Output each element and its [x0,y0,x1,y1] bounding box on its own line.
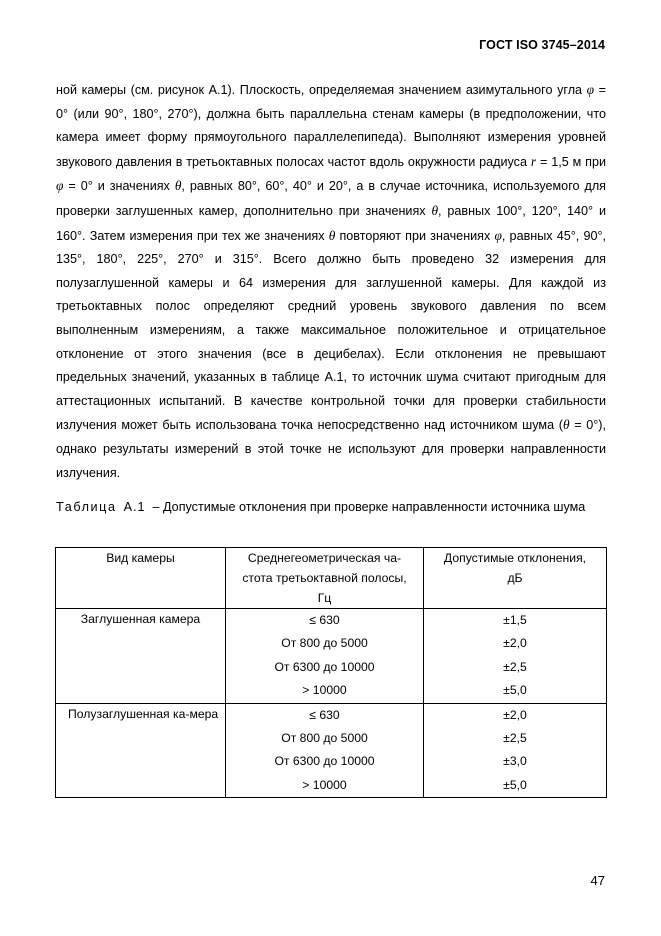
header-line: Допустимые отклонения, [443,551,587,565]
table-header-cell-chamber-type [56,548,226,609]
page-number: 47 [590,873,605,888]
table-row [56,703,607,798]
table-caption [56,496,608,520]
header-line: Гц [317,591,332,605]
math-var-phi: φ [586,82,595,97]
math-var-phi: φ [494,227,502,243]
table-caption-label: Таблица [56,500,117,514]
table-cell-frequency-list [226,703,424,798]
table-cell-chamber-type [56,609,226,704]
table-a1-wrapper [55,547,606,798]
text-run: = 0° (или 90°, 180°, 270°), должна быть параллельна стенам камеры (в предположении, что камера имеет форму прямоугольного параллелепипеда). Выполняют измерения уровней звукового давления в третьоктавных полосах частот вдоль окружности радиуса [56,83,606,169]
text-run: = 0°), однако результаты измерений в этой точке не используют для проверки направленности излучения. [56,418,606,480]
running-header-standard-title: ГОСТ ISO 3745–2014 [479,38,605,52]
table-caption-number: А.1 [123,500,146,514]
table-header-row [56,548,607,609]
frequency-value: > 10000 [302,777,347,792]
chamber-type-label: Заглушенная камера [80,612,201,626]
deviation-value: ±1,5 [503,613,527,627]
text-run: ной камеры (см. рисунок А.1). Плоскость, определяемая значением азимутального угла [56,83,587,97]
table-cell-deviation-list [424,703,607,798]
header-line: дБ [507,571,523,585]
deviation-value: ±5,0 [503,777,527,792]
math-var-phi: φ [56,178,64,194]
text-run: повторяют при значениях [335,228,495,243]
table-header-cell-band-frequency [226,548,424,609]
deviation-value: ±3,0 [503,754,527,769]
deviation-value: ±2,0 [503,707,527,722]
body-text-block [56,78,606,485]
frequency-value: От 6300 до 10000 [274,754,375,769]
deviation-value: ±5,0 [503,683,527,698]
frequency-value: От 800 до 5000 [281,636,368,651]
frequency-value: > 10000 [302,683,347,698]
math-var-theta: θ [174,178,182,194]
chamber-type-label: Полузаглушенная ка-мера [68,706,219,721]
table-caption-dash: – [152,500,160,514]
math-var-theta: θ [328,227,336,243]
deviation-value: ±2,5 [503,731,527,746]
header-line: Вид камеры [106,551,175,565]
paragraph-directivity-check [56,78,606,485]
table-a1 [55,547,607,798]
frequency-value: От 800 до 5000 [281,731,368,746]
table-caption-text: Допустимые отклонения при проверке направленности источника шума [163,500,586,514]
math-var-theta: θ [431,202,439,218]
deviation-value: ±2,0 [503,636,527,651]
table-cell-deviation-list [424,609,607,704]
header-line: Среднегеометрическая ча- [247,551,402,565]
text-run: , равных 80°, 60°, 40° и 20°, а в случае источника, используемого для проверки заглушенных камер, дополнительно при значениях [56,179,606,218]
header-line: стота третьоктавной полосы, [242,571,407,585]
deviation-value: ±2,5 [503,659,527,674]
text-run: = 0° и значениях [63,179,175,194]
table-cell-chamber-type [56,703,226,798]
table-cell-frequency-list [226,609,424,704]
table-header-cell-allowed-deviation [424,548,607,609]
table-row [56,609,607,704]
text-run: = 1,5 м при [536,154,606,169]
math-var-r: r [530,153,537,169]
math-var-theta: θ [562,417,570,433]
frequency-value: ≤ 630 [309,613,340,627]
text-run: , равных 45°, 90°, 135°, 180°, 225°, 270° и 315°. Всего должно быть проведено 32 измерения для полузаглушенной камеры и 64 измерения для заглушенной камеры. Для каждой из третьоктавных полос определяют средний уровень звукового давления по всем выполненным измерениям, а также максимальное положительное и отрицательное отклонение от этого значения (все в децибелах). Если отклонения не превышают предельных значений, указанных в таблице А.1, то источник шума считают пригодным для аттестационных испытаний. В качестве контрольной точки для проверки стабильности излучения может быть использована точка непосредственно над источником шума ( [56,228,606,433]
frequency-value: От 6300 до 10000 [274,659,375,674]
text-run: , равных 100°, 120°, 140° и 160°. Затем измерения при тех же значениях [56,203,606,243]
frequency-value: ≤ 630 [309,707,340,722]
